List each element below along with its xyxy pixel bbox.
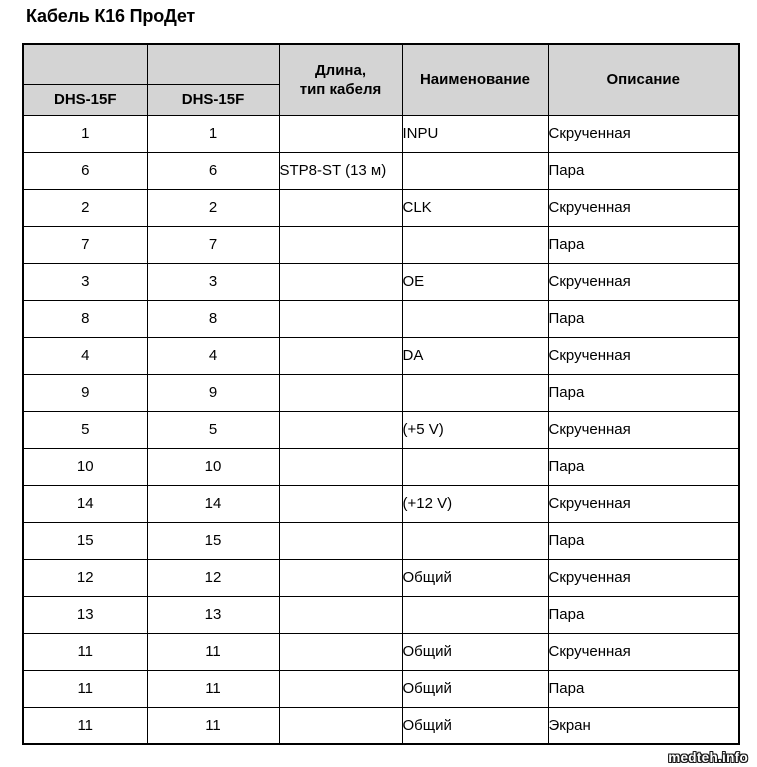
pin-a-cell: 9 [23, 374, 147, 411]
name-cell: CLK [402, 189, 548, 226]
desc-cell: Пара [548, 522, 739, 559]
desc-cell: Скрученная [548, 633, 739, 670]
pin-b-cell: 13 [147, 596, 279, 633]
pin-a-cell: 11 [23, 633, 147, 670]
pin-b-cell: 9 [147, 374, 279, 411]
name-cell: (+12 V) [402, 485, 548, 522]
name-cell [402, 522, 548, 559]
pin-a-cell: 1 [23, 115, 147, 152]
table-header [23, 44, 739, 115]
header-row-top [23, 44, 739, 84]
cable-cell [279, 115, 402, 152]
pin-b-cell: 10 [147, 448, 279, 485]
pin-b-cell: 12 [147, 559, 279, 596]
pin-a-cell: 14 [23, 485, 147, 522]
cable-cell [279, 633, 402, 670]
pin-a-cell: 11 [23, 670, 147, 707]
name-cell [402, 152, 548, 189]
page-title: Кабель К16 ПроДет [26, 6, 196, 26]
desc-cell: Пара [548, 226, 739, 263]
name-cell [402, 596, 548, 633]
table-row [23, 522, 739, 559]
header-cable-length [279, 44, 402, 115]
header-cable-length-line1: Длина, [314, 61, 366, 79]
desc-cell: Пара [548, 374, 739, 411]
header-description: Описание [548, 44, 739, 115]
table-row [23, 707, 739, 744]
pin-a-cell: 2 [23, 189, 147, 226]
table-row [23, 411, 739, 448]
cable-cell [279, 300, 402, 337]
pin-b-cell: 4 [147, 337, 279, 374]
cable-cell [279, 522, 402, 559]
desc-cell: Скрученная [548, 485, 739, 522]
header-name: Наименование [402, 44, 548, 115]
pin-a-cell: 6 [23, 152, 147, 189]
watermark-medteh: medteh.info [668, 750, 748, 765]
name-cell [402, 300, 548, 337]
pin-a-cell: 13 [23, 596, 147, 633]
cable-cell [279, 485, 402, 522]
name-cell: (+5 V) [402, 411, 548, 448]
desc-cell: Пара [548, 152, 739, 189]
name-cell: OE [402, 263, 548, 300]
cable-cell [279, 374, 402, 411]
name-cell: Общий [402, 670, 548, 707]
pin-b-cell: 15 [147, 522, 279, 559]
table-row [23, 152, 739, 189]
cable-cell [279, 189, 402, 226]
pin-b-cell: 6 [147, 152, 279, 189]
table-row [23, 226, 739, 263]
name-cell: Общий [402, 559, 548, 596]
name-cell: DA [402, 337, 548, 374]
header-dhs-right: DHS-15F [147, 84, 279, 115]
desc-cell: Экран [548, 707, 739, 744]
desc-cell: Скрученная [548, 263, 739, 300]
pin-a-cell: 15 [23, 522, 147, 559]
desc-cell: Пара [548, 300, 739, 337]
cable-cell [279, 559, 402, 596]
header-cable-length-line2: тип кабеля [299, 80, 382, 98]
table-row [23, 300, 739, 337]
cable-pinout-table [22, 43, 740, 745]
desc-cell: Скрученная [548, 189, 739, 226]
name-cell [402, 448, 548, 485]
pin-b-cell: 1 [147, 115, 279, 152]
desc-cell: Скрученная [548, 411, 739, 448]
desc-cell: Пара [548, 448, 739, 485]
cable-cell [279, 263, 402, 300]
desc-cell: Скрученная [548, 559, 739, 596]
pin-b-cell: 14 [147, 485, 279, 522]
pin-a-cell: 4 [23, 337, 147, 374]
header-empty-left [23, 44, 147, 84]
header-empty-right [147, 44, 279, 84]
cable-cell [279, 337, 402, 374]
pin-b-cell: 11 [147, 633, 279, 670]
table-row [23, 263, 739, 300]
name-cell: Общий [402, 707, 548, 744]
pin-b-cell: 3 [147, 263, 279, 300]
pin-b-cell: 8 [147, 300, 279, 337]
name-cell: INPU [402, 115, 548, 152]
table-row [23, 485, 739, 522]
desc-cell: Скрученная [548, 115, 739, 152]
cable-cell [279, 596, 402, 633]
cable-cell [279, 670, 402, 707]
cable-cell [279, 226, 402, 263]
cable-cell [279, 411, 402, 448]
desc-cell: Пара [548, 670, 739, 707]
name-cell: Общий [402, 633, 548, 670]
header-dhs-left: DHS-15F [23, 84, 147, 115]
pin-b-cell: 11 [147, 707, 279, 744]
table-row [23, 337, 739, 374]
table-row [23, 633, 739, 670]
desc-cell: Скрученная [548, 337, 739, 374]
pin-a-cell: 8 [23, 300, 147, 337]
pin-a-cell: 11 [23, 707, 147, 744]
cable-cell: STP8-ST (13 м) [279, 152, 402, 189]
pin-b-cell: 11 [147, 670, 279, 707]
pin-a-cell: 7 [23, 226, 147, 263]
cable-cell [279, 448, 402, 485]
pin-a-cell: 3 [23, 263, 147, 300]
desc-cell: Пара [548, 596, 739, 633]
pin-a-cell: 12 [23, 559, 147, 596]
table-body [23, 115, 739, 744]
name-cell [402, 374, 548, 411]
table-row [23, 448, 739, 485]
name-cell [402, 226, 548, 263]
table-row [23, 559, 739, 596]
pin-b-cell: 2 [147, 189, 279, 226]
pin-b-cell: 5 [147, 411, 279, 448]
cable-cell [279, 707, 402, 744]
pin-a-cell: 5 [23, 411, 147, 448]
table-row [23, 189, 739, 226]
table-row [23, 115, 739, 152]
table-row [23, 670, 739, 707]
pin-a-cell: 10 [23, 448, 147, 485]
pin-b-cell: 7 [147, 226, 279, 263]
table-row [23, 374, 739, 411]
table-row [23, 596, 739, 633]
